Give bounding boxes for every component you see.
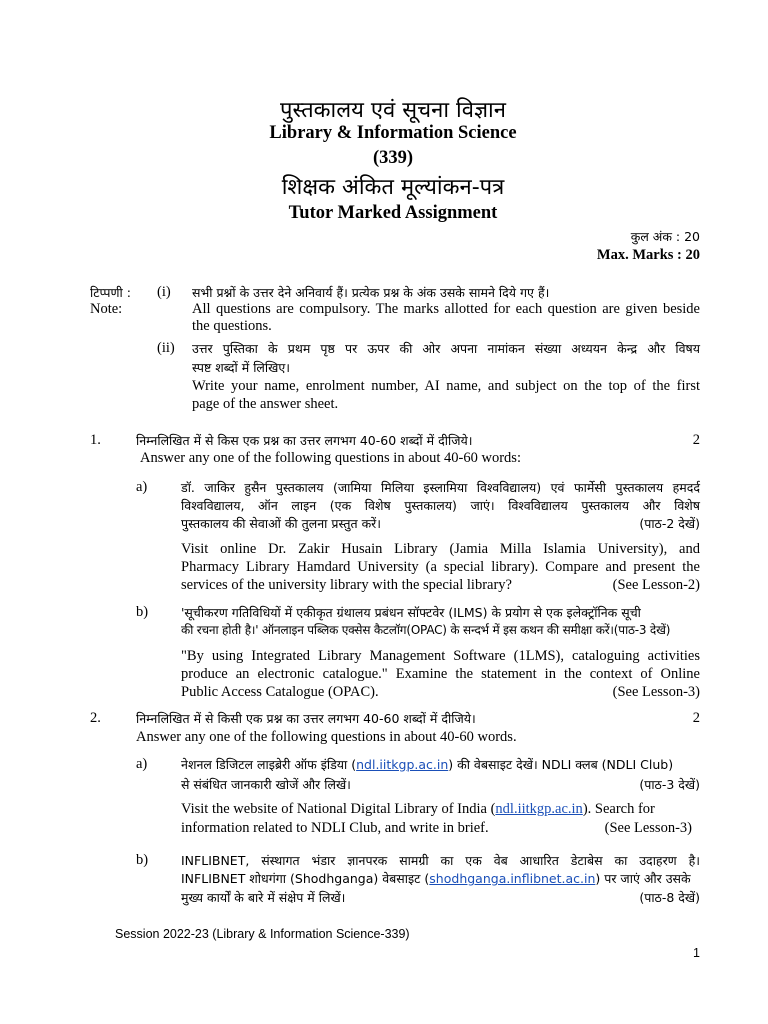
note-item-number: (i) — [157, 284, 171, 300]
subtitle-hindi: शिक्षक अंकित मूल्यांकन-पत्र — [281, 175, 505, 200]
note-item-hindi: उत्तर पुस्तिका के प्रथम पृष्ठ पर ऊपर की ओर अपना नामांकन संख्या अध्ययन केन्द्र और विषय — [192, 341, 700, 356]
question-instruction-english: Answer any one of the following questions in about 40-60 words. — [136, 729, 517, 745]
shodhganga-website-link[interactable]: shodhganga.inflibnet.ac.in — [429, 871, 596, 886]
question-marks: 2 — [692, 432, 700, 448]
title-hindi: पुस्तकालय एवं सूचना विज्ञान — [280, 98, 506, 123]
part-label: a) — [136, 479, 148, 495]
part-label: a) — [136, 756, 148, 772]
note-label-hindi: टिप्पणी : — [90, 285, 131, 300]
note-item-english-cont: the questions. — [192, 318, 272, 334]
part-hindi-text: INFLIBNET शोधगंगा (Shodhganga) वेबसाइट (shodhganga.inflibnet.ac.in) पर जाएं और उसके — [181, 871, 691, 886]
part-english-text: Public Access Catalogue (OPAC). — [181, 684, 379, 700]
part-hindi-text: डॉ. जाकिर हुसैन पुस्तकालय (जामिया मिलिया इस्लामिया विश्वविद्यालय) एवं फार्मेसी पुस्तकालय हमदर्द — [181, 480, 700, 495]
part-english-text: Visit online Dr. Zakir Husain Library (Jamia Milla Islamia University), and — [181, 541, 700, 557]
title-english: Library & Information Science — [269, 123, 517, 143]
subtitle-english: Tutor Marked Assignment — [288, 203, 498, 223]
note-item-english-cont: page of the answer sheet. — [192, 396, 339, 412]
question-instruction-hindi: निम्नलिखित में से किसी एक प्रश्न का उत्तर लगभग 40-60 शब्दों में दीजिये। — [136, 711, 476, 726]
max-marks: Max. Marks : 20 — [596, 247, 700, 263]
note-item-hindi-cont: स्पष्ट शब्दों में लिखिए। — [192, 360, 291, 375]
page-number: 1 — [693, 946, 700, 960]
question-instruction-english: Answer any one of the following questions in about 40-60 words: — [140, 450, 521, 466]
lesson-reference-english: (See Lesson-3) — [612, 684, 700, 700]
ndli-website-link[interactable]: ndl.iitkgp.ac.in — [356, 757, 449, 772]
part-hindi-text: की रचना होती है।' ऑनलाइन पब्लिक एक्सेस कैटलॉग(OPAC) के सन्दर्भ में इस कथन की समीक्षा करें।(पाठ-3 देखें) — [181, 623, 671, 637]
part-hindi-text: से संबंधित जानकारी खोजें और लिखें। — [181, 777, 351, 792]
part-label: b) — [136, 604, 149, 620]
note-item-english: Write your name, enrolment number, AI name, and subject on the top of the first — [192, 378, 700, 394]
part-hindi-text: मुख्य कार्यों के बारे में संक्षेप में लिखें। — [181, 890, 346, 905]
part-hindi-text: पुस्तकालय की सेवाओं की तुलना प्रस्तुत करें। — [181, 516, 382, 531]
part-english-text: Visit the website of National Digital Library of India (ndl.iitkgp.ac.in). Search for — [181, 801, 655, 817]
part-hindi-text: विश्वविद्यालय, ऑन लाइन (एक विशेष पुस्तकालय) जाएं। विश्वविद्यालय पुस्तकालय और विशेष — [181, 498, 700, 513]
lesson-reference-english: (See Lesson-2) — [612, 577, 700, 593]
part-english-text: "By using Integrated Library Management Software (1LMS), cataloguing activities — [181, 648, 700, 664]
question-instruction-hindi: निम्नलिखित में से किस एक प्रश्न का उत्तर लगभग 40-60 शब्दों में दीजिये। — [136, 433, 473, 448]
note-item-english: All questions are compulsory. The marks allotted for each question are given beside — [192, 301, 700, 317]
lesson-reference-hindi: (पाठ-3 देखें) — [639, 777, 700, 792]
course-code: (339) — [372, 148, 414, 168]
part-hindi-text: 'सूचीकरण गतिविधियों में एकीकृत ग्रंथालय प्रबंधन सॉफ्टवेर (ILMS) के प्रयोग से एक इलेक्ट्रॉनिक सूची — [181, 605, 641, 620]
part-english-text: Pharmacy Library Hamdard University (a special library). Compare and present the — [181, 559, 700, 575]
note-item-hindi: सभी प्रश्नों के उत्तर देने अनिवार्य हैं। प्रत्येक प्रश्न के अंक उसके सामने दिये गए हैं। — [192, 285, 550, 300]
total-marks-hindi: कुल अंक : 20 — [630, 229, 700, 244]
session-footer: Session 2022-23 (Library & Information Science-339) — [115, 927, 410, 941]
lesson-reference-hindi: (पाठ-8 देखें) — [639, 890, 700, 905]
note-item-number: (ii) — [157, 340, 175, 356]
part-english-text: services of the university library with the special library? — [181, 577, 512, 593]
lesson-reference-hindi: (पाठ-2 देखें) — [639, 516, 700, 531]
part-english-text: produce an electronic catalogue." Examine the statement in the context of Online — [181, 666, 700, 682]
part-english-text: information related to NDLI Club, and write in brief. — [181, 820, 489, 836]
ndli-website-link[interactable]: ndl.iitkgp.ac.in — [495, 801, 583, 817]
note-label-english: Note: — [90, 301, 123, 317]
part-hindi-text: INFLIBNET, संस्थागत भंडार ज्ञानपरक सामग्री का एक वेब आधारित डेटाबेस का उदाहरण है। — [181, 853, 700, 868]
question-number: 1. — [90, 432, 101, 448]
part-hindi-text: नेशनल डिजिटल लाइब्रेरी ऑफ इंडिया (ndl.iitkgp.ac.in) की वेबसाइट देखें। NDLI क्लब (NDLI Club) — [181, 757, 674, 772]
part-label: b) — [136, 852, 149, 868]
question-number: 2. — [90, 710, 101, 726]
question-marks: 2 — [692, 710, 700, 726]
lesson-reference-english: (See Lesson-3) — [604, 820, 692, 836]
